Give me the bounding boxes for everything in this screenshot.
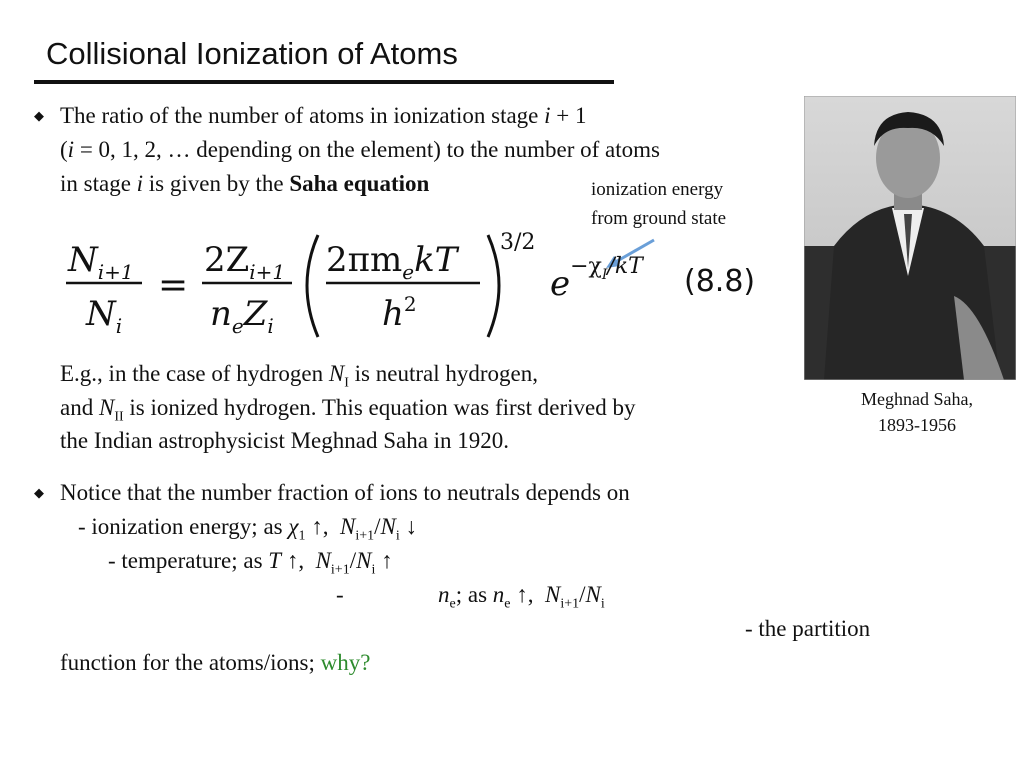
dependency-ionization-energy: - ionization energy; as $\chi_1$ ↑, $N_{i+1}/N_i$ ↓: [78, 514, 417, 544]
bullet1-line3: in stage i is given by the Saha equation: [60, 171, 430, 196]
saha-equation: [60, 225, 780, 345]
bullet2-intro: Notice that the number fraction of ions to neutrals depends on: [60, 480, 630, 505]
equals-sign: =: [158, 265, 189, 306]
diamond-bullet-icon: ◆: [34, 108, 44, 123]
lhs-numerator: $N_{i+1}$: [68, 240, 134, 284]
title-underline: [34, 80, 614, 84]
bullet1-line2: (i = 0, 1, 2, … depending on the element) to the number of atoms: [60, 137, 660, 162]
diamond-bullet-icon: ◆: [34, 485, 44, 500]
example-line2: and $N_{II}$ is ionized hydrogen. This equation was first derived by: [60, 395, 636, 425]
dependency-partition: - the partition: [745, 616, 871, 641]
bullet1-line1: The ratio of the number of atoms in ionization stage i + 1: [60, 103, 587, 128]
dependency-electron-density-dash: -: [336, 582, 344, 607]
dependency-temperature: - temperature; as T ↑, $N_{i+1}/N_i$ ↑: [108, 548, 393, 578]
paren-numerator: $2\pi m_ekT$: [326, 240, 458, 284]
power-exponent: 3/2: [500, 230, 536, 255]
paren-denominator: $h^2$: [382, 292, 417, 334]
exponential: $e^{-\chi}I/kT$: [550, 254, 643, 304]
equation-number: (8.8): [684, 264, 756, 299]
meghnad-saha-portrait: [804, 96, 1016, 380]
dependency-partition-cont: function for the atoms/ions; why?: [60, 650, 371, 675]
dependency-electron-density: $n_e$; as $n_e$ ↑, $N_{i+1}/N_i$: [438, 582, 605, 612]
rhs-denominator: $n_eZ_i$: [210, 294, 274, 338]
annotation-line2: from ground state: [591, 208, 727, 229]
slide-title: Collisional Ionization of Atoms: [46, 36, 458, 71]
photo-caption: Meghnad Saha, 1893-1956: [861, 389, 973, 435]
lhs-denominator: $N_i$: [86, 294, 123, 338]
example-line1: E.g., in the case of hydrogen $N_I$ is neutral hydrogen,: [60, 361, 538, 391]
why-question: why?: [320, 650, 371, 675]
rhs-numerator: $2Z_{i+1}$: [204, 240, 286, 284]
example-line3: the Indian astrophysicist Meghnad Saha in 1920.: [60, 428, 510, 453]
annotation-line1: ionization energy: [591, 179, 724, 200]
